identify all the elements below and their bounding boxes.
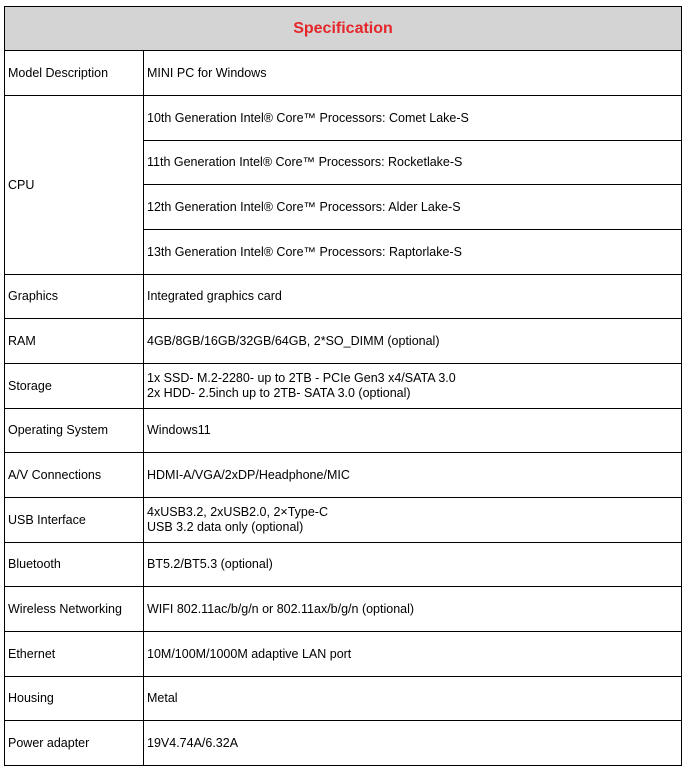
row-label: CPU: [5, 95, 144, 274]
value-line: 1x SSD- M.2-2280- up to 2TB - PCIe Gen3 x4/SATA 3.0: [147, 370, 456, 385]
row-value: HDMI-A/VGA/2xDP/Headphone/MIC: [144, 453, 682, 498]
row-value: [144, 363, 682, 408]
table-row: [5, 274, 682, 319]
row-value: MINI PC for Windows: [144, 51, 682, 96]
row-label: Bluetooth: [5, 542, 144, 587]
row-value: 10th Generation Intel® Core™ Processors: Comet Lake-S: [144, 95, 682, 140]
row-value: [144, 497, 682, 542]
row-value: 4GB/8GB/16GB/32GB/64GB, 2*SO_DIMM (optional): [144, 319, 682, 364]
table-row: [5, 631, 682, 676]
table-row: [5, 408, 682, 453]
row-label: Housing: [5, 676, 144, 721]
table-row: [5, 51, 682, 96]
table-row: [5, 95, 682, 140]
table-row: [5, 676, 682, 721]
row-label: RAM: [5, 319, 144, 364]
row-value: Integrated graphics card: [144, 274, 682, 319]
table-row: [5, 542, 682, 587]
table-row: [5, 363, 682, 408]
row-label: Model Description: [5, 51, 144, 96]
row-value: 10M/100M/1000M adaptive LAN port: [144, 631, 682, 676]
value-line: 2x HDD- 2.5inch up to 2TB- SATA 3.0 (optional): [147, 385, 411, 400]
row-label: Graphics: [5, 274, 144, 319]
table-row: [5, 453, 682, 498]
row-label: A/V Connections: [5, 453, 144, 498]
specification-table: [4, 6, 682, 766]
row-value: BT5.2/BT5.3 (optional): [144, 542, 682, 587]
row-label: Power adapter: [5, 721, 144, 766]
table-row: [5, 319, 682, 364]
value-line: 4xUSB3.2, 2xUSB2.0, 2×Type-C: [147, 504, 328, 519]
row-value: 19V4.74A/6.32A: [144, 721, 682, 766]
row-label: Storage: [5, 363, 144, 408]
row-label: Operating System: [5, 408, 144, 453]
row-value: WIFI 802.11ac/b/g/n or 802.11ax/b/g/n (optional): [144, 587, 682, 632]
row-value: 12th Generation Intel® Core™ Processors: Alder Lake-S: [144, 185, 682, 230]
row-label: USB Interface: [5, 497, 144, 542]
table-row: [5, 587, 682, 632]
row-value: 11th Generation Intel® Core™ Processors: Rocketlake-S: [144, 140, 682, 185]
row-label: Wireless Networking: [5, 587, 144, 632]
row-value: Windows11: [144, 408, 682, 453]
table-row: [5, 721, 682, 766]
table-row: [5, 497, 682, 542]
row-value: 13th Generation Intel® Core™ Processors: Raptorlake-S: [144, 229, 682, 274]
row-label: Ethernet: [5, 631, 144, 676]
table-title: Specification: [5, 7, 682, 51]
value-line: USB 3.2 data only (optional): [147, 519, 304, 534]
row-value: Metal: [144, 676, 682, 721]
